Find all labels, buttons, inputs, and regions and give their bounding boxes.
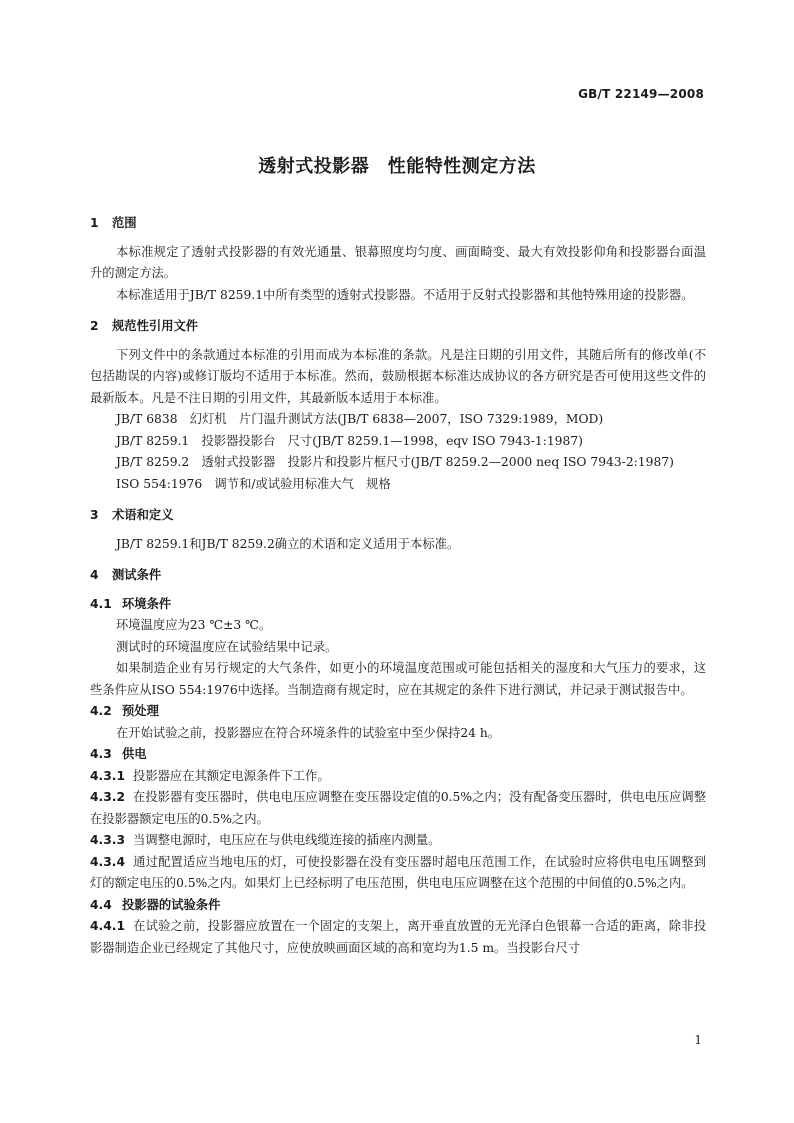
clause-number: 4.3.1 (90, 768, 126, 783)
paragraph: 下列文件中的条款通过本标准的引用而成为本标准的条款。凡是注日期的引用文件，其随后所有的修改单(不包括勘误的内容)或修订版均不适用于本标准。然而，鼓励根据本标准达成协议的各方研究是否可使用这些文件的最新版本。凡是不注日期的引用文件，其最新版本适用于本标准。 (90, 347, 706, 405)
clause-number: 4.3.4 (90, 854, 126, 869)
subsection-heading-4-4 (90, 895, 706, 917)
paragraph: 在开始试验之前，投影器应在符合环境条件的试验室中至少保持24 h。 (116, 725, 501, 740)
section-heading-4 (90, 565, 706, 587)
subsection-number: 4.2 (90, 704, 112, 718)
paragraph: JB/T 8259.1和JB/T 8259.2确立的术语和定义适用于本标准。 (116, 536, 460, 551)
clause-text: 在试验之前，投影器应放置在一个固定的支架上，离开垂直放置的无光泽白色银幕一合适的距离，除非投影器制造企业已经规定了其他尺寸，应使放映画面区域的高和宽均为1.5 m。当投影台尺寸 (90, 919, 706, 955)
section-title: 术语和定义 (112, 508, 174, 522)
clause-4-4-1 (90, 916, 706, 959)
clause-4-3-4 (90, 852, 706, 895)
subsection-number: 4.3 (90, 747, 112, 761)
section-heading-3 (90, 505, 706, 527)
paragraph: 如果制造企业有另行规定的大气条件，如更小的环境温度范围或可能包括相关的湿度和大气压力的要求，这些条件应从ISO 554:1976中选择。当制造商有规定时，应在其规定的条件下进行测试，并记录于测试报告中。 (90, 661, 706, 697)
reference-item: ISO 554:1976 调节和/或试验用标准大气 规格 (116, 476, 391, 491)
clause-text: 当调整电源时，电压应在与供电线缆连接的插座内测量。 (133, 833, 441, 847)
paragraph: 测试时的环境温度应在试验结果中记录。 (116, 639, 338, 654)
section-title: 规范性引用文件 (112, 319, 199, 333)
standard-code: GB/T 22149—2008 (578, 87, 704, 101)
clause-number: 4.4.1 (90, 919, 126, 933)
subsection-title: 供电 (122, 747, 147, 761)
subsection-title: 环境条件 (122, 596, 172, 611)
clause-text: 通过配置适应当地电压的灯，可使投影器在没有变压器时超电压范围工作，在试验时应将供电电压调整到灯的额定电压的0.5%之内。如果灯上已经标明了电压范围，供电电压应调整在这个范围的中间值的0.5%之内。 (90, 854, 706, 890)
section-heading-1 (90, 213, 706, 235)
clause-4-3-1 (90, 766, 706, 788)
clause-number: 4.3.3 (90, 833, 126, 847)
section-title: 测试条件 (112, 568, 162, 582)
section-number: 1 (90, 216, 99, 230)
section-heading-2 (90, 316, 706, 338)
section-number: 3 (90, 508, 99, 522)
subsection-number: 4.4 (90, 897, 112, 912)
section-number: 2 (90, 319, 99, 333)
subsection-heading-4-1 (90, 594, 706, 616)
section-title: 范围 (112, 216, 137, 230)
subsection-heading-4-3 (90, 744, 706, 766)
reference-item: JB/T 6838 幻灯机 片门温升测试方法(JB/T 6838—2007，ISO 7329:1989，MOD) (116, 412, 604, 426)
clause-4-3-3 (90, 830, 706, 852)
document-body (90, 213, 706, 959)
clause-number: 4.3.2 (90, 790, 126, 804)
subsection-number: 4.1 (90, 596, 112, 611)
document-title: 透射式投影器 性能特性测定方法 (258, 156, 536, 177)
paragraph: 环境温度应为23 ℃±3 ℃。 (116, 618, 272, 632)
section-number: 4 (90, 568, 99, 582)
clause-text: 投影器应在其额定电源条件下工作。 (133, 768, 330, 783)
reference-item: JB/T 8259.2 透射式投影器 投影片和投影片框尺寸(JB/T 8259.2—2000 neq ISO 7943-2:1987) (116, 455, 674, 469)
page-number: 1 (694, 1033, 702, 1047)
reference-item: JB/T 8259.1 投影器投影台 尺寸(JB/T 8259.1—1998，eqv ISO 7943-1:1987) (116, 433, 583, 448)
paragraph: 本标准适用于JB/T 8259.1中所有类型的透射式投影器。不适用于反射式投影器和其他特殊用途的投影器。 (116, 287, 694, 302)
clause-text: 在投影器有变压器时，供电电压应调整在变压器设定值的0.5%之内；没有配备变压器时，供电电压应调整在投影器额定电压的0.5%之内。 (90, 790, 706, 826)
subsection-title: 预处理 (122, 704, 159, 718)
subsection-heading-4-2 (90, 701, 706, 723)
subsection-title: 投影器的试验条件 (122, 897, 221, 912)
paragraph: 本标准规定了透射式投影器的有效光通量、银幕照度均匀度、画面畸变、最大有效投影仰角和投影器台面温升的测定方法。 (90, 244, 706, 280)
clause-4-3-2 (90, 787, 706, 830)
